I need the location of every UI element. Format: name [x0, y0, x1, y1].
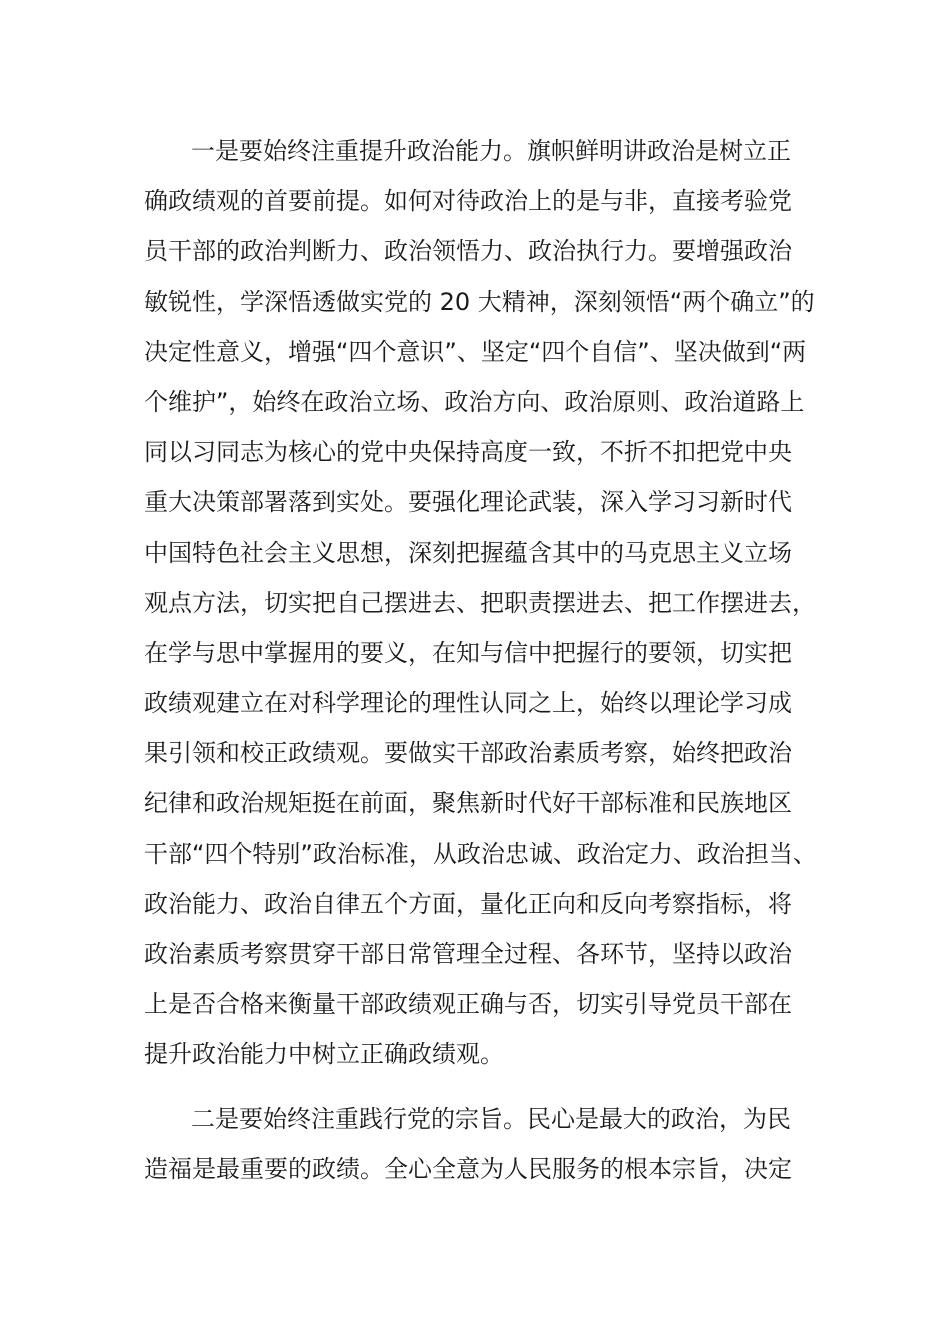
text-line: 上是否合格来衡量干部政绩观正确与否，切实引导党员干部在: [144, 990, 792, 1019]
paragraph-political-ability: [144, 126, 824, 1080]
text-line: 政绩观建立在对科学理论的理性认同之上，始终以理论学习成: [144, 689, 792, 718]
text-line: 纪律和政治规矩挺在前面，聚焦新时代好干部标准和民族地区: [144, 789, 792, 818]
text-line: 在学与思中掌握用的要义，在知与信中把握行的要领，切实把: [144, 638, 792, 667]
text-line: 决定性意义，增强“四个意识”、坚定“四个自信”、坚决做到“两: [144, 337, 807, 366]
text-line: 同以习同志为核心的党中央保持高度一致，不折不扣把党中央: [144, 438, 792, 467]
text-line: 一是要始终注重提升政治能力。旗帜鲜明讲政治是树立正: [191, 137, 791, 165]
text-line: 员干部的政治判断力、政治领悟力、政治执行力。要增强政治: [144, 237, 792, 266]
text-line: 干部“四个特别”政治标准，从政治忠诚、政治定力、政治担当、: [144, 839, 817, 868]
text-line: 个维护”，始终在政治立场、政治方向、政治原则、政治道路上: [144, 387, 805, 416]
text-line: 观点方法，切实把自己摆进去、把职责摆进去、把工作摆进去，: [144, 588, 816, 617]
text-line: 提升政治能力中树立正确政绩观。: [144, 1040, 504, 1069]
paragraph-party-purpose: [144, 1094, 824, 1194]
text-line: 果引领和校正政绩观。要做实干部政治素质考察，始终把政治: [144, 739, 792, 768]
text-line: 确政绩观的首要前提。如何对待政治上的是与非，直接考验党: [144, 187, 792, 216]
text-line: 敏锐性，学深悟透做实党的 20 大精神，深刻领悟“两个确立”的: [144, 287, 815, 316]
text-line: 政治素质考察贯穿干部日常管理全过程、各环节，坚持以政治: [144, 940, 792, 968]
text-line: 中国特色社会主义思想，深刻把握蕴含其中的马克思主义立场: [144, 538, 792, 567]
text-line: 二是要始终注重践行党的宗旨。民心是最大的政治，为民: [191, 1105, 791, 1133]
text-line: 造福是最重要的政绩。全心全意为人民服务的根本宗旨，决定: [144, 1155, 792, 1184]
text-line: 政治能力、政治自律五个方面，量化正向和反向考察指标，将: [144, 889, 792, 918]
text-line: 重大决策部署落到实处。要强化理论武装，深入学习习新时代: [144, 488, 792, 517]
